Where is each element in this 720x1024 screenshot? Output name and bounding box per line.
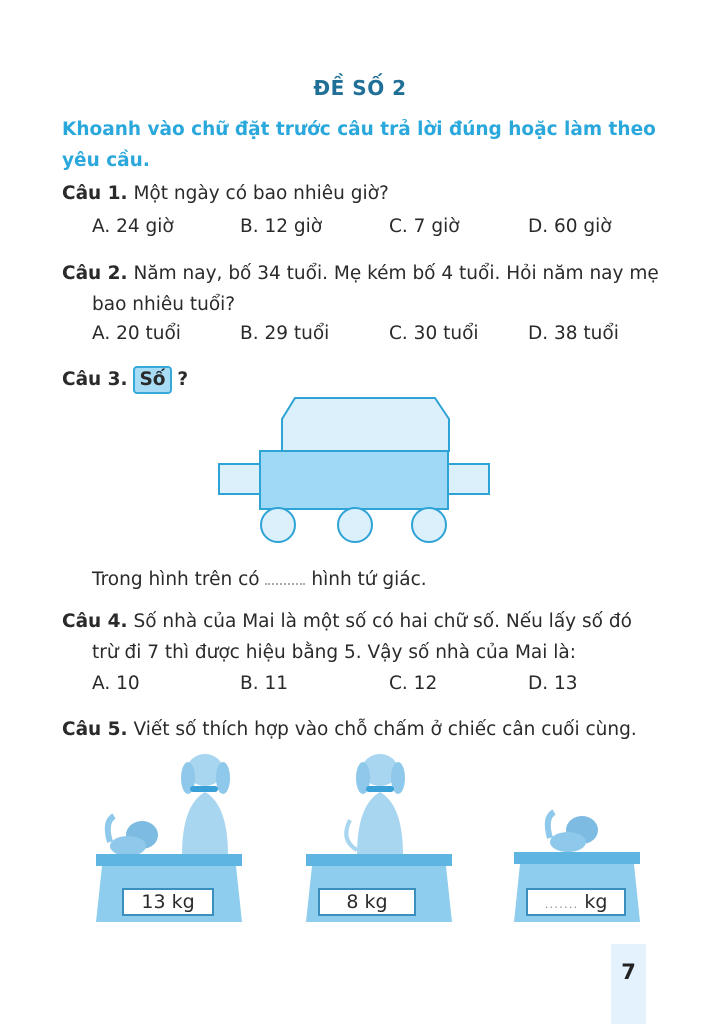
dog-icon [181,754,230,855]
scale-3-label [526,888,626,916]
option-c[interactable]: C. 7 giờ [389,216,460,237]
question-text: Số nhà của Mai là một số có hai chữ số. Nếu lấy số đó [133,611,632,632]
question-label: Câu 4. [62,611,128,632]
scale-platform [96,854,242,866]
instruction: Khoanh vào chữ đặt trước câu trả lời đúng hoặc làm theo yêu cầu. [62,119,656,171]
question-label: Câu 3. [62,369,128,390]
scale-2-label: 8 kg [318,888,416,916]
car-roof [282,398,449,451]
so-box: Số [133,366,171,394]
car-left-bumper [219,464,261,494]
car-wheel [412,508,446,542]
question-text: Viết số thích hợp vào chỗ chấm ở chiếc cân cuối cùng. [133,719,637,740]
options-q2 [92,323,652,351]
car-wheel [338,508,372,542]
answer-pre: Trong hình trên có [92,569,260,590]
option-d[interactable]: D. 38 tuổi [528,323,619,344]
car-shape-figure [215,395,495,545]
page-title: ĐỀ SỐ 2 [313,76,407,100]
car-right-bumper [447,464,489,494]
car-wheel [261,508,295,542]
question-text: Năm nay, bố 34 tuổi. Mẹ kém bố 4 tuổi. Hỏi năm nay mẹ [133,263,659,284]
question-label: Câu 5. [62,719,128,740]
option-d[interactable]: D. 60 giờ [528,216,612,237]
page-tab [611,944,646,1024]
question-text-cont: trừ đi 7 thì được hiệu bằng 5. Vậy số nhà của Mai là: [92,642,576,663]
scale-3-blank[interactable]: ....... [544,897,579,911]
answer-post: hình tứ giác. [311,569,427,590]
question-text-cont: bao nhiêu tuổi? [92,294,236,315]
option-c[interactable]: C. 12 [389,673,438,694]
options-q4 [92,673,652,701]
question-label: Câu 2. [62,263,128,284]
option-b[interactable]: B. 11 [240,673,288,694]
option-b[interactable]: B. 29 tuổi [240,323,330,344]
question-3 [62,364,662,395]
scale-platform [306,854,452,866]
question-4 [62,606,662,668]
question-1 [62,178,662,209]
option-a[interactable]: A. 20 tuổi [92,323,181,344]
question-text: Một ngày có bao nhiêu giờ? [133,183,389,204]
option-d[interactable]: D. 13 [528,673,578,694]
option-b[interactable]: B. 12 giờ [240,216,323,237]
options-q1 [92,216,652,244]
option-a[interactable]: A. 24 giờ [92,216,174,237]
question-3-answer [92,564,692,595]
cat-icon [108,816,158,856]
option-a[interactable]: A. 10 [92,673,140,694]
car-body [260,451,448,509]
option-c[interactable]: C. 30 tuổi [389,323,479,344]
question-2 [62,258,662,320]
dog-icon [346,754,405,855]
question-5 [62,714,662,745]
page-number: 7 [621,960,636,984]
scale-platform [514,852,640,864]
cat-icon [548,812,598,852]
scale-1-label: 13 kg [122,888,214,916]
scale-3-unit: kg [584,891,608,913]
question-mark: ? [177,369,189,390]
answer-blank[interactable] [265,571,305,585]
question-label: Câu 1. [62,183,128,204]
